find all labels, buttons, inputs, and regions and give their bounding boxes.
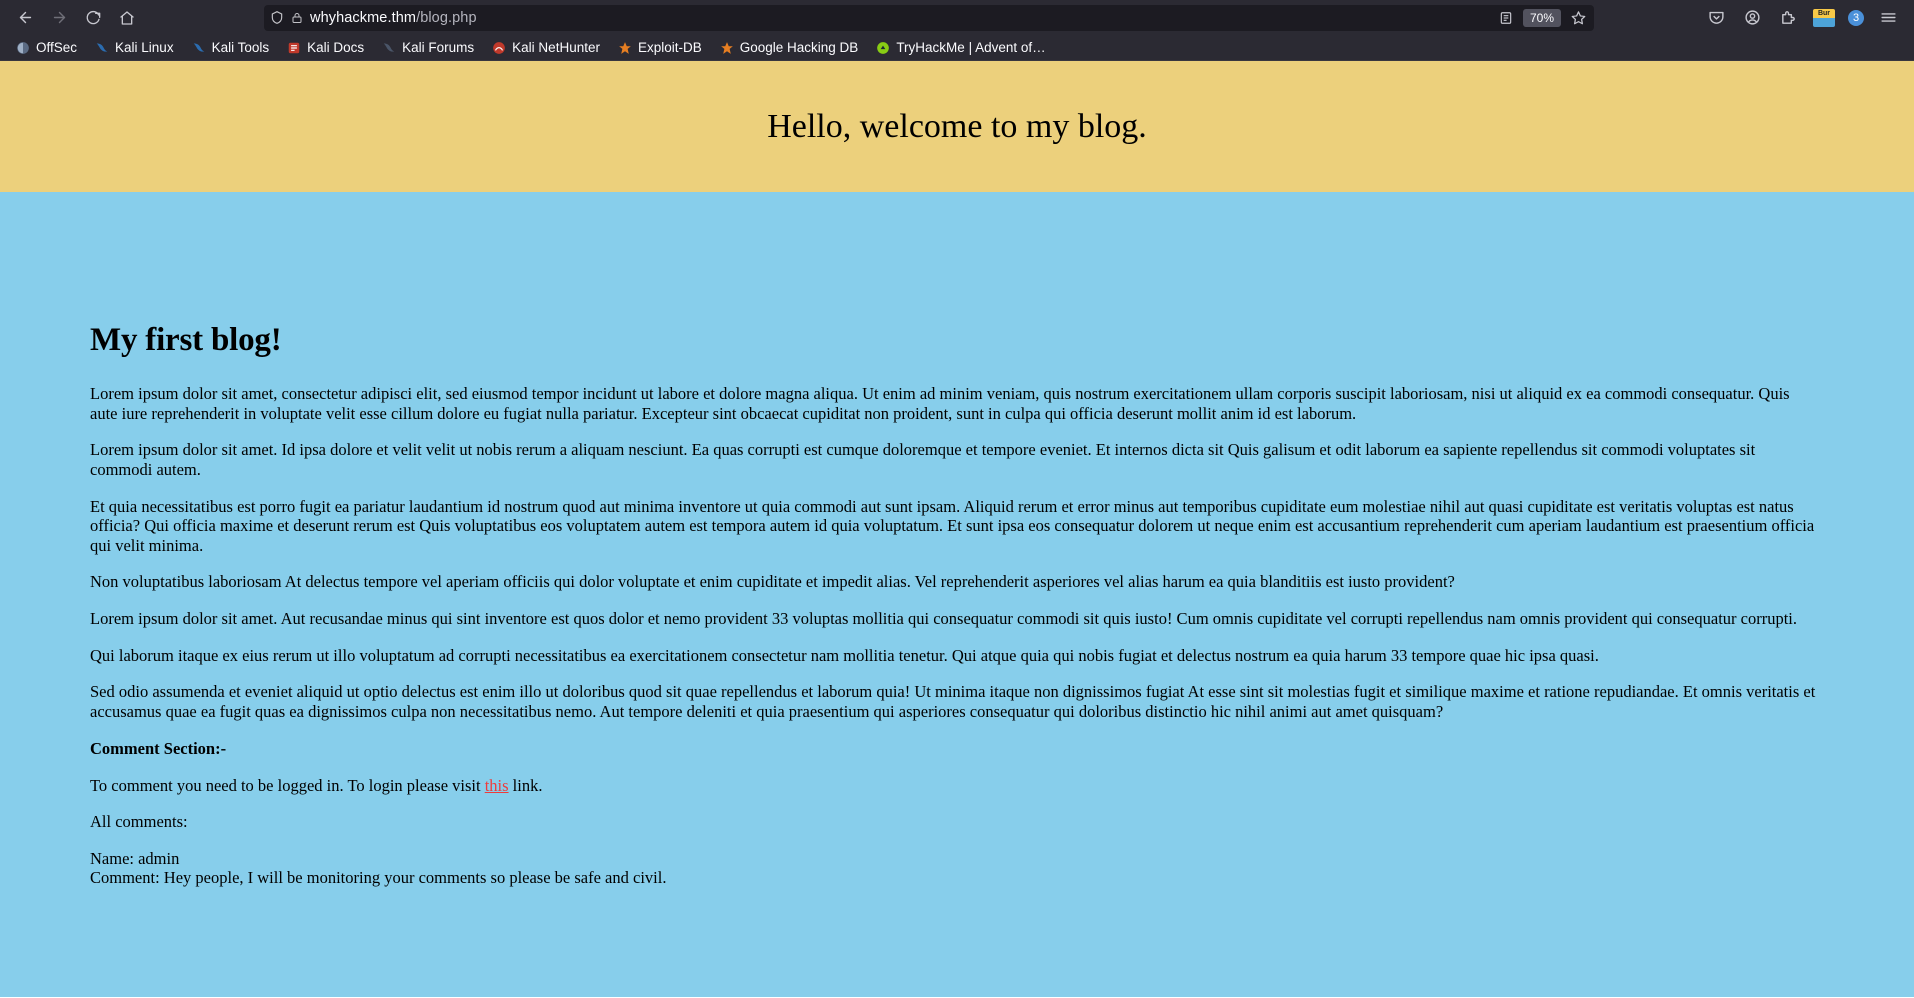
url-text[interactable] <box>310 10 1489 26</box>
bookmark-label: Exploit-DB <box>637 40 702 55</box>
exploitdb-icon <box>618 41 632 55</box>
bookmark-offsec[interactable] <box>8 37 85 58</box>
blog-paragraph: Lorem ipsum dolor sit amet, consectetur adipisci elit, sed eiusmod tempor incidunt ut labore et dolore magna aliqua. Ut enim ad minim veniam, quis nostrum exercitationem ullam corporis suscipit laboriosam, nisi ut aliquid ex ea commodi consequatur. Quis aute iure reprehenderit in voluptate velit esse cillum dolore eu fugiat nulla pariatur. Excepteur sint obcaecat cupiditat non proident, sunt in culpa qui officia deserunt mollit anim id est laborum. <box>90 384 1790 423</box>
blog-paragraph: Lorem ipsum dolor sit amet. Aut recusandae minus qui sint inventore est quos dolor et nemo provident 33 voluptas mollitia qui consequatur commodi sit quis iusto! Cum omnis cupiditate vel corrupti repellendus nam omnis provident qui consequatur corrupti. <box>90 609 1798 628</box>
navigation-toolbar <box>0 0 1914 35</box>
page-banner <box>0 61 1914 192</box>
page-viewport <box>0 61 1914 997</box>
url-host: whyhackme.thm <box>310 9 417 26</box>
kali-dragon-icon <box>192 41 206 55</box>
bookmark-label: TryHackMe | Advent of… <box>896 40 1046 55</box>
reload-button[interactable] <box>78 3 108 33</box>
container-count-badge[interactable]: 3 <box>1848 10 1864 26</box>
comment-author: Name: admin <box>90 848 180 868</box>
bookmark-exploit-db[interactable] <box>610 37 710 58</box>
kali-dragon-icon <box>95 41 109 55</box>
urlbar-actions <box>1496 8 1588 28</box>
bookmark-label: OffSec <box>36 40 78 55</box>
banner-title: Hello, welcome to my blog. <box>767 107 1147 145</box>
page-body <box>0 192 1914 997</box>
reader-view-icon[interactable] <box>1496 8 1516 28</box>
bookmark-label: Kali Linux <box>115 40 174 55</box>
burp-extension-icon[interactable] <box>1812 7 1836 29</box>
comment-section-heading: Comment Section:- <box>90 738 227 758</box>
forward-button[interactable] <box>44 3 74 33</box>
ghdb-icon <box>720 41 734 55</box>
comment-text: Comment: Hey people, I will be monitoring your comments so please be safe and civil. <box>90 868 667 888</box>
bookmark-kali-tools[interactable] <box>184 37 278 58</box>
back-button[interactable] <box>10 3 40 33</box>
extensions-icon[interactable] <box>1776 6 1800 30</box>
account-icon[interactable] <box>1740 6 1764 30</box>
padlock-icon[interactable] <box>291 11 303 25</box>
bookmark-label: Kali Forums <box>402 40 475 55</box>
bookmark-kali-docs[interactable] <box>279 37 372 58</box>
login-prompt-before: To comment you need to be logged in. To login please visit <box>90 775 485 795</box>
bookmark-label: Google Hacking DB <box>739 40 859 55</box>
shield-icon[interactable] <box>270 10 284 25</box>
bookmark-kali-linux[interactable] <box>87 37 182 58</box>
comments-list <box>90 849 1824 888</box>
star-icon[interactable] <box>1568 8 1588 28</box>
hamburger-menu-icon[interactable] <box>1876 6 1900 30</box>
all-comments-label: All comments: <box>90 812 188 832</box>
login-prompt <box>90 776 1824 796</box>
blog-paragraph: Lorem ipsum dolor sit amet. Id ipsa dolore et velit velit ut nobis rerum a aliquam nesciunt. Ea quas corrupti est cumque doloremque et tempore eveniet. Et internos dicta sit Quis galisum et odit laborum ea sapiente repellendus sit commodi voluptates sit commodi autem. <box>90 440 1756 479</box>
browser-chrome <box>0 0 1914 61</box>
burp-extension-label: Bur <box>1813 9 1835 27</box>
toolbar-right-actions <box>1704 6 1904 30</box>
login-link[interactable]: this <box>484 775 509 795</box>
home-button[interactable] <box>112 3 142 33</box>
bookmark-tryhackme[interactable] <box>868 37 1053 58</box>
blog-paragraph: Non voluptatibus laboriosam At delectus tempore vel aperiam officiis qui dolor voluptate et enim cupiditate et impedit alias. Vel reprehenderit asperiores vel alias harum ea quia blanditiis est iusto provident? <box>90 572 1455 592</box>
blog-paragraph: Qui laborum itaque ex eius rerum ut illo voluptatum ad corrupti necessitatibus ea exercitationem consectetur nam mollitia tenetur. Qui atque quia qui nobis fugiat et delectus nostrum ea quia harum 33 tempore quae hic ipsa quasi. <box>90 645 1599 665</box>
bookmark-label: Kali Docs <box>307 40 365 55</box>
login-prompt-after: link. <box>508 775 543 795</box>
zoom-level-badge[interactable]: 70% <box>1523 9 1561 27</box>
bookmark-kali-nethunter[interactable] <box>484 37 608 58</box>
bookmark-kali-forums[interactable] <box>374 37 482 58</box>
offsec-icon <box>16 41 30 55</box>
bookmark-label: Kali NetHunter <box>512 40 600 55</box>
blog-paragraph: Sed odio assumenda et eveniet aliquid ut optio delectus est enim illo ut doloribus quod sit quae repellendus et laborum quia! Ut minima itaque non dignissimos fugiat At esse sint sit molestias fugit et similique maxime et ratione repudiandae. Et omnis veritatis et accusamus quae ea fugit quas ea dignissimos culpa non necessitatibus nemo. Aut tempore deleniti et quia praesentium qui asperiores consequatur qui doloribus distinctio hic nihil animi aut amet quisquam? <box>90 682 1816 721</box>
bookmark-google-hacking-db[interactable] <box>712 37 867 58</box>
kali-forums-icon <box>382 41 396 55</box>
pocket-icon[interactable] <box>1704 6 1728 30</box>
bookmark-label: Kali Tools <box>211 40 270 55</box>
tryhackme-icon <box>876 41 890 55</box>
url-bar[interactable] <box>264 5 1594 31</box>
blog-title: My first blog! <box>90 322 282 358</box>
blog-paragraph: Et quia necessitatibus est porro fugit ea pariatur laudantium id nostrum quod aut minima inventore ut quia commodi aut sunt ipsam. Aliquid rerum et error minus aut temporibus cupiditate eum molestiae nihil aut quasi cupiditate est veritatis voluptas est natus officia? Qui officia maxime et deserunt rerum est Quis voluptatibus eos voluptatem autem est tempora autem id quia voluptatum. Et sunt ipsa eos consequatur dolorem ut neque enim est accusantium reprehenderit cum aperiam laudantium est praesentium officia qui velit minima. <box>90 496 1815 555</box>
kali-docs-icon <box>287 41 301 55</box>
bookmarks-bar <box>0 35 1914 61</box>
nethunter-icon <box>492 41 506 55</box>
url-path: /blog.php <box>416 9 477 26</box>
